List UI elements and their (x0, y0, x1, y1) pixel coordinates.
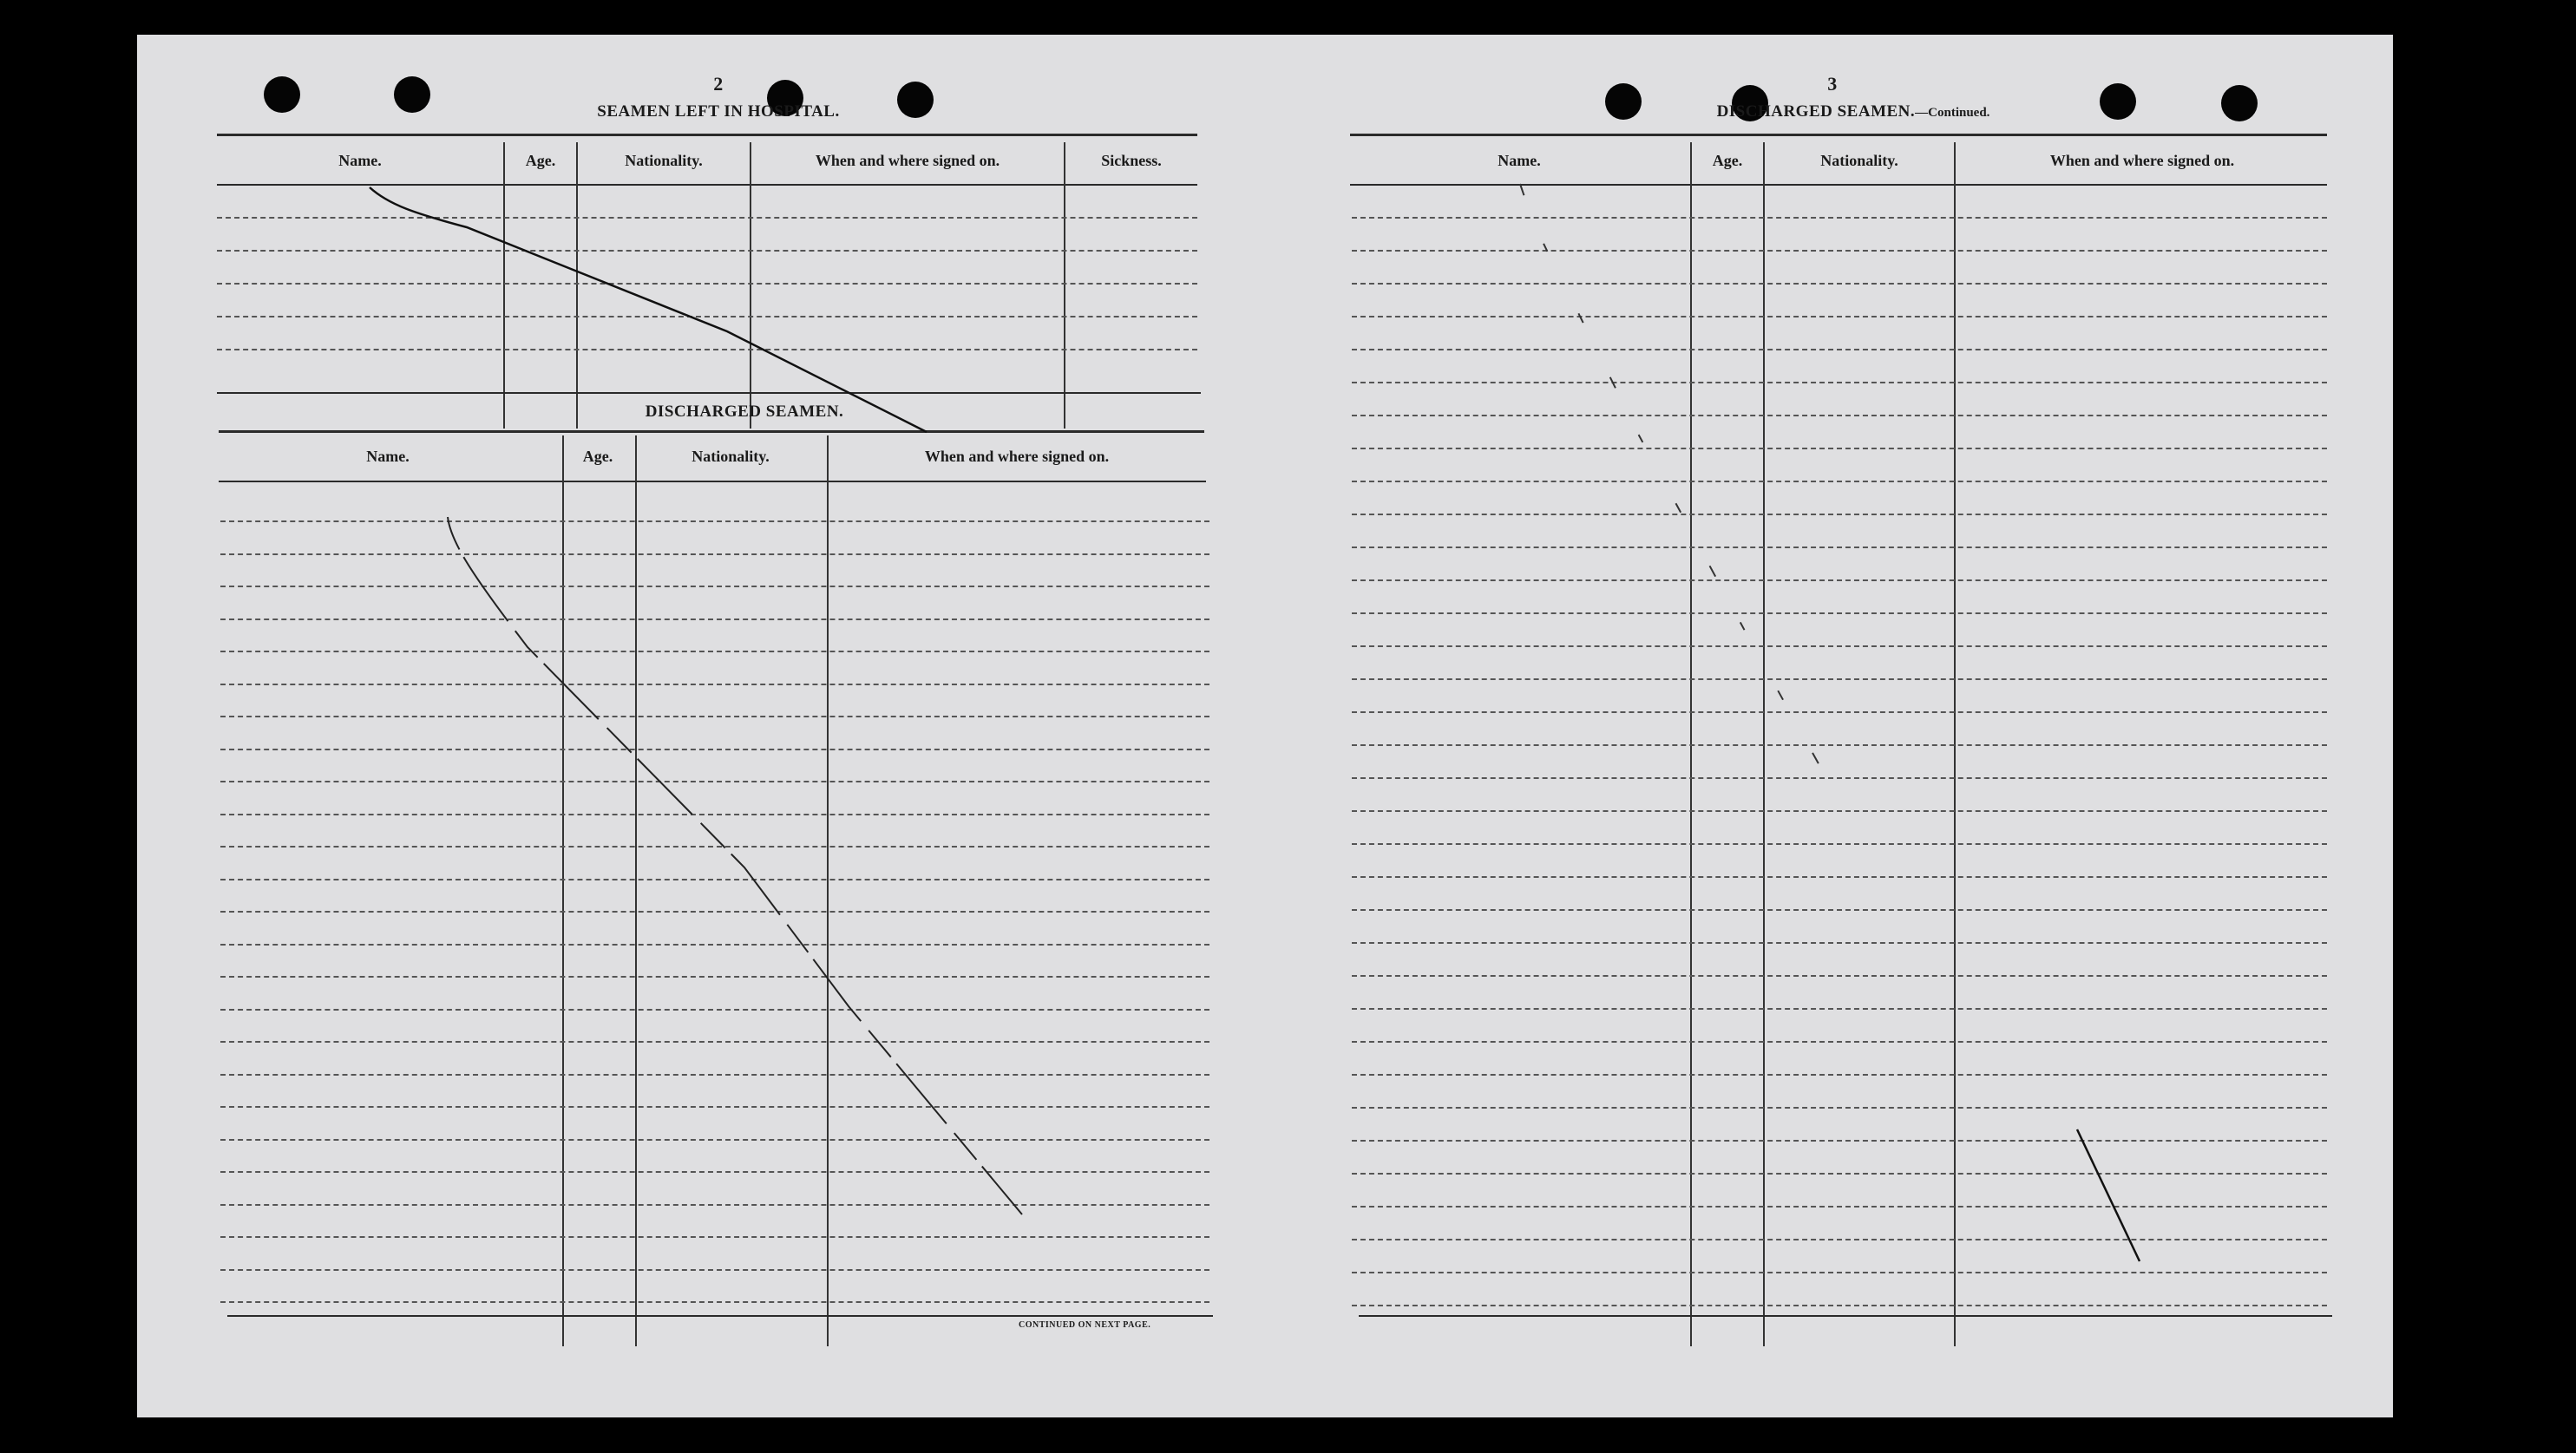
left-page-number: 2 (713, 73, 724, 95)
right-col-age: Age. (1712, 152, 1743, 169)
right-col-nationality: Nationality. (1820, 152, 1898, 169)
discharged-section-title: DISCHARGED SEAMEN. (645, 403, 844, 421)
discharged-col-nationality: Nationality. (692, 448, 770, 465)
hospital-col-name: Name. (338, 152, 382, 169)
hospital-col-nationality: Nationality. (625, 152, 703, 169)
right-page-title-main: DISCHARGED SEAMEN. (1716, 102, 1916, 121)
hospital-section-title: SEAMEN LEFT IN HOSPITAL. (597, 102, 840, 121)
right-col-name: Name. (1498, 152, 1541, 169)
hospital-col-sickness: Sickness. (1101, 152, 1162, 169)
right-col-signed-on: When and where signed on. (2049, 152, 2235, 169)
discharged-col-age: Age. (582, 448, 613, 465)
right-page-title-suffix: —Continued. (1915, 106, 1990, 120)
right-page-number: 3 (1827, 73, 1838, 95)
hospital-col-signed-on: When and where signed on. (815, 152, 1000, 169)
hospital-strike-line (370, 187, 927, 432)
document-sheet (137, 35, 2393, 1417)
discharged-col-name: Name. (366, 448, 410, 465)
discharged-col-signed-on: When and where signed on. (924, 448, 1110, 465)
pen-strike-marks (137, 35, 2393, 1417)
discharged-strike-line (448, 517, 1022, 1214)
continued-note: CONTINUED ON NEXT PAGE. (1019, 1320, 1151, 1330)
right-strike-tail (2077, 1129, 2140, 1261)
right-strike-line (1520, 184, 1838, 798)
hospital-col-age: Age. (525, 152, 556, 169)
